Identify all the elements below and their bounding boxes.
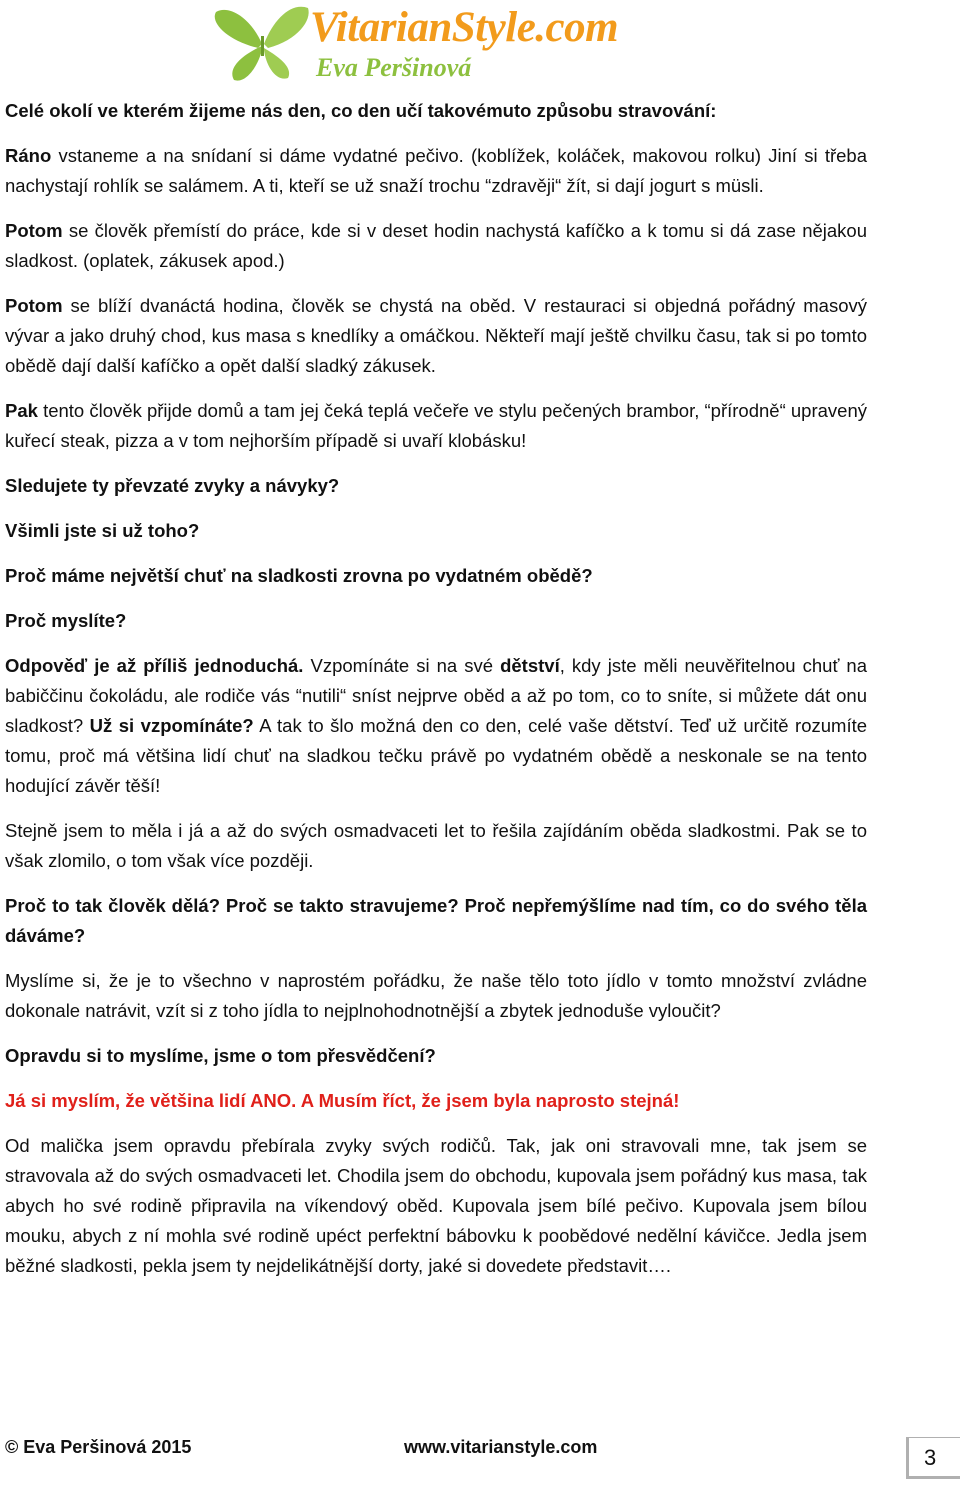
logo-brand: VitarianStyle.com <box>310 4 619 51</box>
footer-copyright: © Eva Peršinová 2015 <box>5 1437 192 1457</box>
butterfly-icon <box>212 0 312 84</box>
answer-emphasis: dětství <box>500 655 560 676</box>
paragraph-text: vstaneme a na snídaní si dáme vydatné pečivo. (koblížek, koláček, makovou rolku) Jiní si třeba nachystají rohlík se salámem. A ti, kteří se už snaží trochu “zdravěji“ žít, si dají jogurt s müsli. <box>5 145 867 196</box>
intro-heading: Celé okolí ve kterém žijeme nás den, co den učí takovémuto způsobu stravování: <box>5 100 717 121</box>
answer-text: Vzpomínáte si na své <box>303 655 501 676</box>
paragraph-personal: Stejně jsem to měla i já a až do svých osmadvaceti let to řešila zajídáním oběda sladkostmi. Pak se to však zlomilo, o tom však více později. <box>5 820 867 871</box>
question-think: Proč myslíte? <box>5 610 127 631</box>
answer-question: Už si vzpomínáte? <box>89 715 254 736</box>
paragraph-text: se člověk přemístí do práce, kde si v deset hodin nachystá kafíčko a k tomu si dá zase nějakou sladkost. (oplatek, zákusek apod.) <box>5 220 867 271</box>
footer-url[interactable]: www.vitarianstyle.com <box>404 1437 598 1457</box>
question-sweets: Proč máme největší chuť na sladkosti zrovna po vydatném obědě? <box>5 565 593 586</box>
paragraph-work <box>5 216 867 276</box>
paragraph-lead: Ráno <box>5 145 52 166</box>
paragraph-assumption: Myslíme si, že je to všechno v naprostém pořádku, že naše tělo toto jídlo v tomto množství zvládne dokonale natrávit, vzít si z toho jídla to nejplnohodnotnější a zbytek jednoduše vyloučit? <box>5 970 867 1021</box>
paragraph-why: Proč to tak člověk dělá? Proč se takto stravujeme? Proč nepřemýšlíme nad tím, co do svého těla dáváme? <box>5 895 867 946</box>
highlight-statement: Já si myslím, že většina lidí ANO. A Musím říct, že jsem byla naprosto stejná! <box>5 1090 680 1111</box>
question-really: Opravdu si to myslíme, jsme o tom přesvědčení? <box>5 1045 436 1066</box>
document-body <box>5 96 867 1296</box>
intro-paragraph <box>5 96 867 126</box>
paragraph-lead: Pak <box>5 400 38 421</box>
paragraph-answer <box>5 651 867 801</box>
page-number: 3 <box>924 1445 937 1470</box>
site-logo <box>212 0 657 86</box>
answer-lead: Odpověď je až příliš jednoduchá. <box>5 655 304 676</box>
logo-author: Eva Peršinová <box>316 53 472 82</box>
paragraph-lead: Potom <box>5 220 63 241</box>
paragraph-text: tento člověk přijde domů a tam jej čeká teplá večeře ve stylu pečených brambor, “přírodně“ upravený kuřecí steak, pizza a v tom nejhorším případě si uvaří klobásku! <box>5 400 867 451</box>
question-noticed: Všimli jste si už toho? <box>5 520 200 541</box>
paragraph-evening <box>5 396 867 456</box>
paragraph-childhood: Od malička jsem opravdu přebírala zvyky svých rodičů. Tak, jak oni stravovali mne, tak jsem se stravovala až do svých osmadvaceti let. Chodila jsem do obchodu, kupovala jsem pořádný kus masa, tak abych ho své rodině připravila na víkendový oběd. Kupovala jsem bílé pečivo. Kupovala jsem bílou mouku, abych z ní mohla své rodině upéct perfektní bábovku k poobědové nedělní kávičce. Jedla jsem běžné sladkosti, pekla jsem ty nejdelikátnější dorty, jaké si dovedete představit…. <box>5 1135 867 1276</box>
paragraph-lead: Potom <box>5 295 63 316</box>
paragraph-morning <box>5 141 867 201</box>
paragraph-lunch <box>5 291 867 381</box>
answer-text: A tak to šlo možná den co den, celé vaše dětství. Teď už určitě rozumíte tomu, proč má většina lidí chuť na sladkou tečku právě po vydatném obědě a neskonale se na tento hodující závěr těší! <box>5 715 868 796</box>
paragraph-text: se blíží dvanáctá hodina, člověk se chystá na oběd. V restauraci si objedná pořádný masový vývar a jako druhý chod, kus masa s knedlíky a omáčkou. Někteří mají ještě chvilku času, tak si po tomto obědě dají další kafíčko a opět další sladký zákusek. <box>5 295 867 376</box>
answer-text: , kdy jste měli neuvěřitelnou chuť na babiččinu čokoládu, ale rodiče vás “nutili“ sníst nejprve oběd a až po tom, co to sníte, si můžete dát onu sladkost? <box>5 655 867 736</box>
question-habits: Sledujete ty převzaté zvyky a návyky? <box>5 475 340 496</box>
